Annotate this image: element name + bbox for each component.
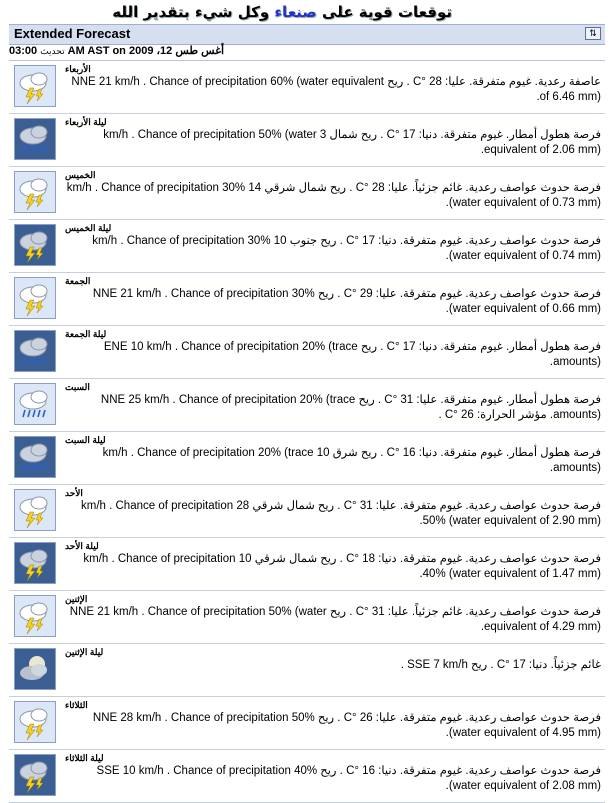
forecast-desc: فرصة هطول أمطار. غيوم متفرقة. دنيا: 17 °C . ريح ENE 10 km/h . Chance of precipitation 20% (trace amounts). <box>103 341 601 368</box>
banner <box>0 0 612 24</box>
chance-tstorm-night-icon <box>14 542 56 584</box>
forecast-row <box>9 644 605 697</box>
forecast-text <box>65 223 601 264</box>
forecast-period: ليلة الأحد <box>65 541 99 551</box>
forecast-desc: فرصة حدوث عواصف رعدية. غائم جزئياً. عليا: 28 °C . ريح شمال شرقي 14 km/h . Chance of precipitation 30% (water equivalent of 0.73 mm). <box>66 182 601 209</box>
forecast-period: ليلة الإثنين <box>65 647 104 657</box>
forecast-text <box>65 541 601 582</box>
rain-night-icon <box>14 436 56 478</box>
forecast-row <box>9 61 605 114</box>
forecast-header <box>9 24 605 45</box>
updated-line <box>9 44 605 61</box>
forecast-text <box>65 594 601 635</box>
forecast-row <box>9 114 605 167</box>
forecast-text <box>65 382 601 423</box>
forecast-desc: فرصة حدوث عواصف رعدية. غيوم متفرقة. دنيا: 18 °C . ريح شمال شرقي 10 km/h . Chance of precipitation 40% (water equivalent of 1.47 mm). <box>83 553 601 580</box>
banner-title: توقعات قوية على صنعاء وكل شيء بتقدير الله <box>112 3 452 21</box>
forecast-period: ليلة الخميس <box>65 223 112 233</box>
forecast-period: الجمعة <box>65 276 91 286</box>
forecast-text <box>65 170 601 211</box>
forecast-desc: فرصة هطول أمطار. غيوم متفرقة. دنيا: 17 °C . ريح شمال 3 km/h . Chance of precipitation 50% (water equivalent of 2.06 mm). <box>103 129 601 156</box>
chance-tstorm-icon <box>14 489 56 531</box>
forecast-desc: فرصة حدوث عواصف رعدية. غائم جزئياً. عليا: 31 °C . ريح NNE 21 km/h . Chance of precipitation 50% (water equivalent of 4.29 mm). <box>69 606 601 633</box>
forecast-text <box>65 647 601 673</box>
forecast-row <box>9 326 605 379</box>
rain-night-icon <box>14 118 56 160</box>
forecast-desc: فرصة هطول أمطار. غيوم متفرقة. دنيا: 16 °C . ريح شرق 10 km/h . Chance of precipitation 20% (trace amounts). <box>102 447 601 474</box>
forecast-period: ليلة الأربعاء <box>65 117 107 127</box>
forecast-desc: فرصة حدوث عواصف رعدية. غيوم متفرقة. عليا: 26 °C . ريح NNE 28 km/h . Chance of precipitation 50% (water equivalent of 4.95 mm). <box>92 712 601 739</box>
forecast-desc: فرصة حدوث عواصف رعدية. غيوم متفرقة. دنيا: 17 °C . ريح جنوب 10 km/h . Chance of precipitation 30% (water equivalent of 0.74 mm). <box>92 235 601 262</box>
thunderstorm-icon <box>14 65 56 107</box>
forecast-row <box>9 432 605 485</box>
forecast-desc: فرصة حدوث عواصف رعدية. غيوم متفرقة. عليا: 31 °C . ريح شمال شرقي 28 km/h . Chance of precipitation 50% (water equivalent of 2.90 mm). <box>81 500 601 527</box>
forecast-period: ليلة الثلاثاء <box>65 753 104 763</box>
forecast-text <box>65 276 601 317</box>
forecast-desc: عاصفة رعدية. غيوم متفرقة. عليا: 28 °C . ريح NNE 21 km/h . Chance of precipitation 60% (water equivalent of 6.46 mm). <box>71 76 601 103</box>
forecast-row <box>9 273 605 326</box>
forecast-row <box>9 697 605 750</box>
forecast-period: ليلة السبت <box>65 435 106 445</box>
header-title: Extended Forecast <box>14 26 131 41</box>
forecast-row <box>9 485 605 538</box>
forecast-row <box>9 167 605 220</box>
forecast-row <box>9 220 605 273</box>
partly-cloudy-night-icon <box>14 648 56 690</box>
forecast-text <box>65 700 601 741</box>
chance-tstorm-night-icon <box>14 224 56 266</box>
updated-time: 03:00 <box>9 45 38 57</box>
forecast-text <box>65 329 601 370</box>
chance-rain-icon <box>14 383 56 425</box>
banner-city: صنعاء <box>274 3 317 21</box>
collapse-arrows-icon[interactable]: ⇅ <box>585 27 601 40</box>
forecast-period: الأربعاء <box>65 64 91 74</box>
forecast-text <box>65 117 601 158</box>
forecast-list <box>9 61 605 803</box>
forecast-row <box>9 538 605 591</box>
chance-tstorm-icon <box>14 701 56 743</box>
forecast-period: الأحد <box>65 488 83 498</box>
forecast-row <box>9 379 605 432</box>
forecast-desc: فرصة هطول أمطار. غيوم متفرقة. عليا: 31 °C . ريح NNE 25 km/h . Chance of precipitation 20% (trace amounts). مؤشر الحرارة: 26 °C . <box>100 394 601 421</box>
forecast-period: ليلة الجمعة <box>65 329 107 339</box>
forecast-desc: فرصة حدوث عواصف رعدية. غيوم متفرقة. عليا: 29 °C . ريح NNE 21 km/h . Chance of precipitation 30% (water equivalent of 0.66 mm). <box>92 288 601 315</box>
chance-tstorm-icon <box>14 277 56 319</box>
updated-date: AM AST on 2009 ،12 أغس طس <box>67 45 225 57</box>
forecast-period: الخميس <box>65 170 96 180</box>
forecast-text <box>65 753 601 794</box>
forecast-desc: غائم جزئياً. دنيا: 17 °C . ريح SSE 7 km/h . <box>400 659 601 671</box>
forecast-period: الإثنين <box>65 594 88 604</box>
forecast-text <box>65 64 601 105</box>
updated-label: تحديث <box>40 46 65 56</box>
chance-tstorm-icon <box>14 171 56 213</box>
chance-tstorm-icon <box>14 595 56 637</box>
forecast-row <box>9 591 605 644</box>
forecast-period: السبت <box>65 382 90 392</box>
forecast-desc: فرصة حدوث عواصف رعدية. غيوم متفرقة. دنيا: 16 °C . ريح SSE 10 km/h . Chance of precipitation 40% (water equivalent of 2.08 mm). <box>96 765 601 792</box>
chance-tstorm-night-icon <box>14 754 56 796</box>
forecast-row <box>9 750 605 803</box>
forecast-text <box>65 488 601 529</box>
forecast-text <box>65 435 601 476</box>
forecast-period: الثلاثاء <box>65 700 88 710</box>
rain-night-icon <box>14 330 56 372</box>
